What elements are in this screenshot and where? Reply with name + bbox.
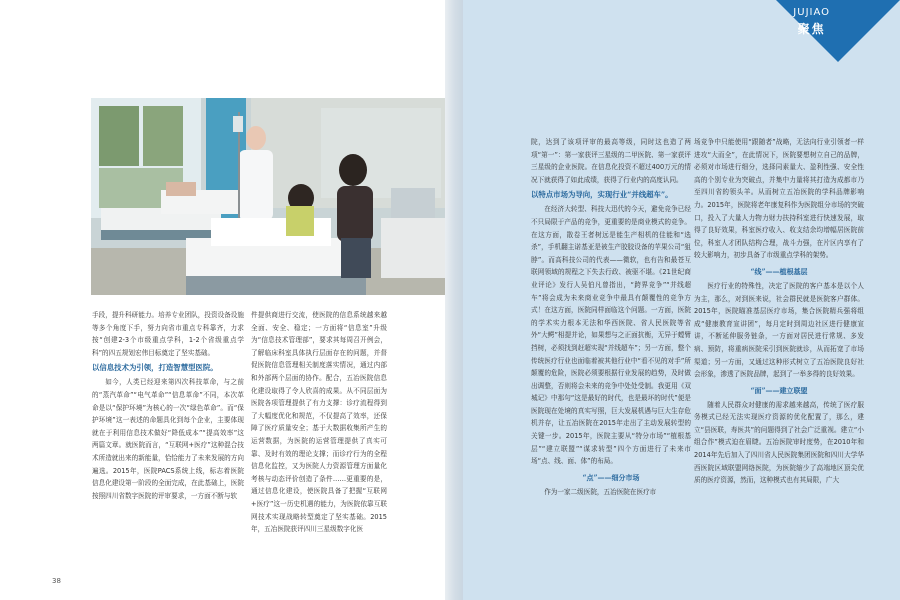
page-number: 38	[52, 577, 61, 585]
section-header	[793, 7, 830, 37]
body-paragraph: 如今，人类已经迎来第四次科技革命，与之前的“蒸汽革命”“电气革命”“信息革命”不同，本次革命是以“保护环境”为核心的一次“绿色革命”。而“保护环境”这一表述的命题具化到每个企业，主要体现就在于利用信息技术做好“降低成本”“提高效率”这两篇文章。就医院而言，“互联网+医疗”这种混合技术所造就出来的新能量，恰恰能力了未来发展的方向遍选。2015年，医院PACS系统上线，标志着医院信息化建设第一阶段的全面完成，在此基础上，医院按照四川省数字医院的评审要求，一方面不断与软	[92, 378, 244, 500]
left-column-1	[92, 309, 244, 502]
left-page	[0, 0, 445, 600]
section-heading: 以信息技术为引领，打造智慧型医院。	[92, 363, 218, 373]
subsection-heading: “点”——细分市场	[582, 472, 640, 482]
section-heading: 以特点市场为导向，实现行业“并线超车”。	[531, 190, 673, 200]
left-column-2	[251, 309, 387, 536]
right-column-2	[694, 136, 864, 487]
section-header-en: JUJIAO	[793, 7, 830, 18]
body-paragraph: 院，达到了该项评审的最高等级，同时这也造了两项“第一”：第一家获评三星级的二甲医院、第一家获评三星级的企业医院。在信息化投资不超过400万元的情况下就获得了如此成绩，获得了行业内的高度认同。	[531, 138, 691, 184]
body-paragraph: 作为一家二级医院，五冶医院在医疗市	[544, 487, 657, 496]
body-paragraph: 件提供商进行交流，使医院的信息系统越来越全面、安全、稳定；一方面将“信息室”升级为“信息技术管理部”，要求其每周召开例会，了解临床科室具体执行层面存在的问题，并督促医院信息管理相关制度落实情况，通过内部和外部两个层面的协作。配合，五冶医院信息化建设取得了令人欣喜的成果。从不同层面为医院各项管理提供了有力支撑：诊疗流程得到了大幅度优化和规范，不仅提高了效率，还保障了医疗质量安全；基于大数据收集所产生的运营数据，为医院的运营管理提供了真实可靠、及时有效的理论支撑；而诊疗行为的全程信息化监控，又为医院人力资源管理方面量化考核与动态评价创造了条件……更重要的是，通过信息化建设，使医院具备了把握“互联网+医疗”这一历史机遇的能力，为医院依靠互联网技术实现战略转型奠定了坚实基础。2015年，五冶医院获评四川三星级数字化医	[251, 311, 387, 534]
section-header-cn: 聚焦	[797, 22, 826, 36]
body-paragraph: 场竞争中只能使用“跟随者”战略，无法向行业引领者一样进攻“大而全”，在此情况下，医院要想树立自己的品牌，必须对市场进行细分，选择同素量大、盈利性强、安全性高的个别专业为突破点，并集中力量将其打造为成都市乃至四川省的领头羊。从而树立五冶医院的学科品牌影响力。2015年，医院将老年康复科作为医院组分市场的突破口，投入了大量人力物力财力扶持科室进行快速发展，取得了良好效果，科室医疗收入、收支结余均增幅居医院前位，科室人才团队结构合理，战斗力强，在片区内享有了较大影响力，初步具备了市级重点学科的架势。	[694, 138, 864, 260]
body-paragraph: 随着人民群众对健康的需求越来越高，传统了医疗服务模式已经无法实现医疗资源的优化配置了，那么，建立“县医联，寿医共”的问题得到了社会广泛重视。建立“小组合作”模式迫在眉睫。五冶医院审时度势，在2010年和2014年先后加入了四川省人民医院集团医院和四川大学华西医院区域联盟网络医院，为医院缩少了高端地区顶尖优质的医疗资源，然而，这种模式也有其局限，广大	[694, 400, 864, 485]
subsection-heading: “线”——植根基层	[750, 266, 808, 276]
subsection-heading: “面”——建立联盟	[750, 385, 808, 395]
page-gutter	[445, 0, 463, 600]
right-column-1	[531, 136, 691, 498]
body-paragraph: 在经济大转型、科技大迅代的今天，避免竞争已经不只局限于产品的竞争，更重要的是商业模式的竞争。在这方面，散卷王者树远是能生产相机的佳能和“选杀”，手机翻主诺基亚是被生产胶胶设备的苹果公司“狙脖”。而高科技公司的代表——微软，也有告和最苍互联网领域的规程之下失去行政、被驱不堪。《21世纪商业评论》发行人吴伯凡曾指出，“跨界竞争”“并线超车”将会成为未来商业竞争中最具有颠覆性的竞争方式！在这方面，医院同样面临这个问题。一方面，医院的学术实力根本无法和华西医院、省人民医院等省外“大鳄”相提并论，如果想与之正面抗衡，无异于螳臂挡树，必须找到赶超实现“并线超车”；另一方面，整个传统医疗行业也面临着被其他行业中“看不见的对手”所颠覆的危险，医院必须要根据行业发展的趋势，及时做出调整，否则将会未来的竞争中处处受制。我更用《双城记》中那句“这是最好的时代，也是最坏的时代”便是医院现在处境的真实写照，巨大发展机遇与巨大生存危机并存，让五冶医院在2015年走出了主动发展转型的关键一步。2015年，医院主要从“特分市场”“植根基层”“建立联盟”“谋求转型”四个方面进行了未来市场“点、线、面、体”的布局。	[531, 205, 691, 466]
body-paragraph: 手段，提升科研能力。培养专业团队，投资设备设施等多个角度下手，努力向省市重点专科靠齐，力求按“创建2-3个市级重点学科，1-2个省级重点学科”的四五规划宏伟目标奠定了坚实基础。	[92, 311, 244, 357]
hospital-ward-photo	[91, 98, 445, 295]
body-paragraph: 医疗行业的特殊性，决定了医院的客户基本是以个人为主，那么，对到医来说，社会群民就是医院客户群体。2015年，医院瞄准基层医疗市场，集合医院精兵强将组成“健康教育宣讲团”，每月定时到周边社区进行健康宣讲，不断延伸服务链条，一方面对居民进行常规、多发病、预防，将重病医院采引到医院就诊，从而拓宽了市场渠道；另一方面，又通过这种形式树立了五冶医院良好社会形象，渗透了医院品牌，起到了一举多得的良好效果。	[694, 281, 864, 379]
